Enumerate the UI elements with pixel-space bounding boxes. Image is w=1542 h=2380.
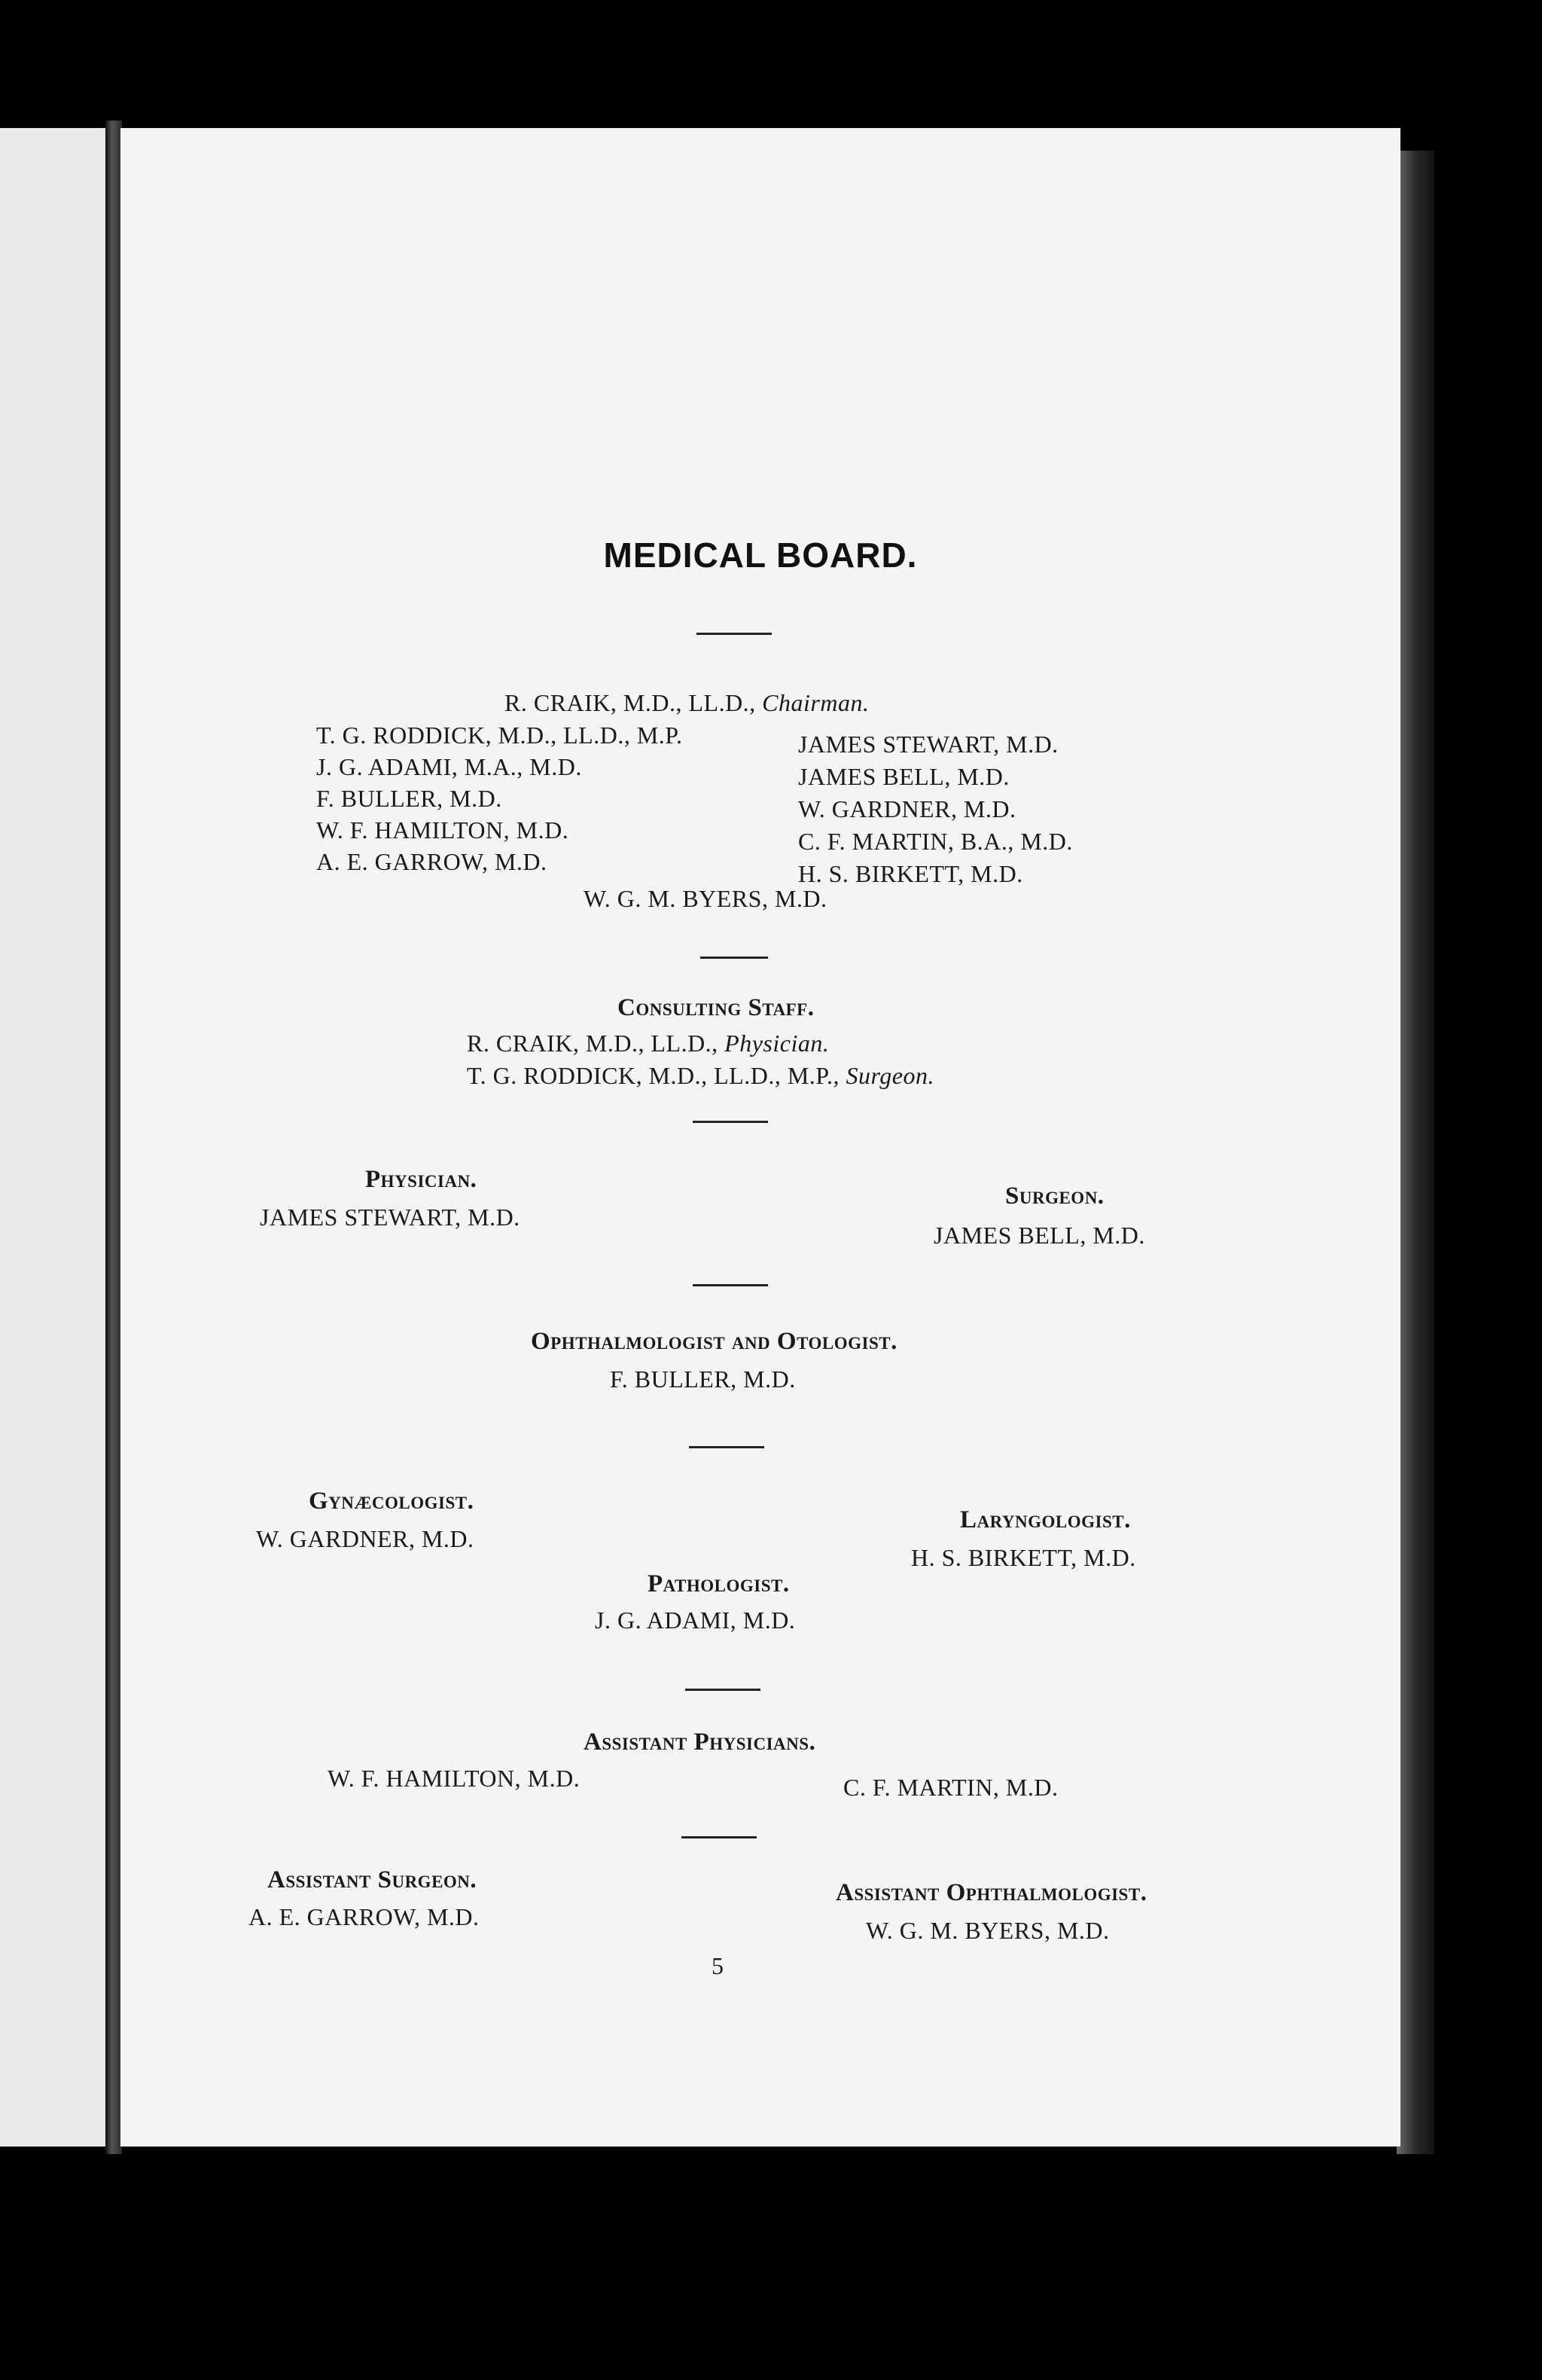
board-chairman-role: Chairman.	[762, 689, 870, 716]
divider-rule	[693, 1284, 768, 1286]
consulting-role: Physician.	[724, 1030, 830, 1057]
consulting-line	[467, 1030, 829, 1057]
consulting-staff-heading: Consulting Staff.	[617, 994, 815, 1021]
board-member-right: W. GARDNER, M.D.	[798, 795, 1016, 822]
assistant-physician-name: W. F. HAMILTON, M.D.	[328, 1765, 581, 1792]
board-member-left: F. BULLER, M.D.	[316, 785, 502, 812]
ophthalmologist-name: F. BULLER, M.D.	[610, 1365, 796, 1393]
physician-name: JAMES STEWART, M.D.	[260, 1204, 520, 1231]
assistant-surgeon-name: A. E. GARROW, M.D.	[248, 1903, 480, 1930]
consulting-line	[467, 1062, 934, 1090]
board-chairman-name: R. CRAIK, M.D., LL.D.,	[504, 689, 756, 716]
board-member-left: W. F. HAMILTON, M.D.	[316, 816, 569, 844]
consulting-name: T. G. RODDICK, M.D., LL.D., M.P.,	[467, 1062, 840, 1089]
board-chairman	[504, 689, 869, 717]
surgeon-heading: Surgeon.	[1005, 1182, 1105, 1210]
laryngologist-heading: Laryngologist.	[960, 1506, 1131, 1533]
board-member-right: H. S. BIRKETT, M.D.	[798, 860, 1023, 887]
consulting-name: R. CRAIK, M.D., LL.D.,	[467, 1030, 718, 1057]
board-member-right: JAMES BELL, M.D.	[798, 763, 1010, 790]
pathologist-name: J. G. ADAMI, M.D.	[595, 1606, 796, 1634]
gynaecologist-name: W. GARDNER, M.D.	[256, 1525, 474, 1552]
divider-rule	[681, 1836, 757, 1838]
laryngologist-name: H. S. BIRKETT, M.D.	[911, 1544, 1136, 1571]
assistant-physicians-heading: Assistant Physicians.	[584, 1729, 816, 1756]
assistant-physician-name: C. F. MARTIN, M.D.	[843, 1774, 1059, 1801]
board-member-right: JAMES STEWART, M.D.	[798, 731, 1059, 758]
assistant-ophthalmologist-name: W. G. M. BYERS, M.D.	[866, 1917, 1110, 1944]
physician-heading: Physician.	[365, 1166, 477, 1193]
page-number: 5	[712, 1952, 724, 1979]
pathologist-heading: Pathologist.	[648, 1570, 790, 1597]
surgeon-name: JAMES BELL, M.D.	[934, 1222, 1145, 1249]
divider-rule	[696, 633, 772, 635]
assistant-ophthalmologist-heading: Assistant Ophthalmologist.	[836, 1879, 1147, 1906]
board-member-left: A. E. GARROW, M.D.	[316, 848, 547, 875]
book-gutter	[105, 121, 122, 2154]
divider-rule	[693, 1121, 768, 1123]
gynaecologist-heading: Gynæcologist.	[309, 1488, 474, 1515]
board-member-left: J. G. ADAMI, M.A., M.D.	[316, 753, 582, 780]
assistant-surgeon-heading: Assistant Surgeon.	[267, 1866, 477, 1893]
page-edge-shadow	[1397, 151, 1434, 2154]
divider-rule	[685, 1689, 760, 1691]
document-page	[120, 128, 1400, 2147]
divider-rule	[689, 1446, 764, 1448]
board-member-last: W. G. M. BYERS, M.D.	[584, 885, 827, 912]
facing-page-edge	[0, 128, 114, 2147]
board-member-right: C. F. MARTIN, B.A., M.D.	[798, 828, 1073, 855]
ophthalmologist-heading: Ophthalmologist and Otologist.	[531, 1328, 897, 1355]
board-member-left: T. G. RODDICK, M.D., LL.D., M.P.	[316, 722, 683, 749]
page-title: MEDICAL BOARD.	[603, 536, 918, 575]
divider-rule	[700, 957, 768, 959]
consulting-role: Surgeon.	[846, 1062, 934, 1089]
